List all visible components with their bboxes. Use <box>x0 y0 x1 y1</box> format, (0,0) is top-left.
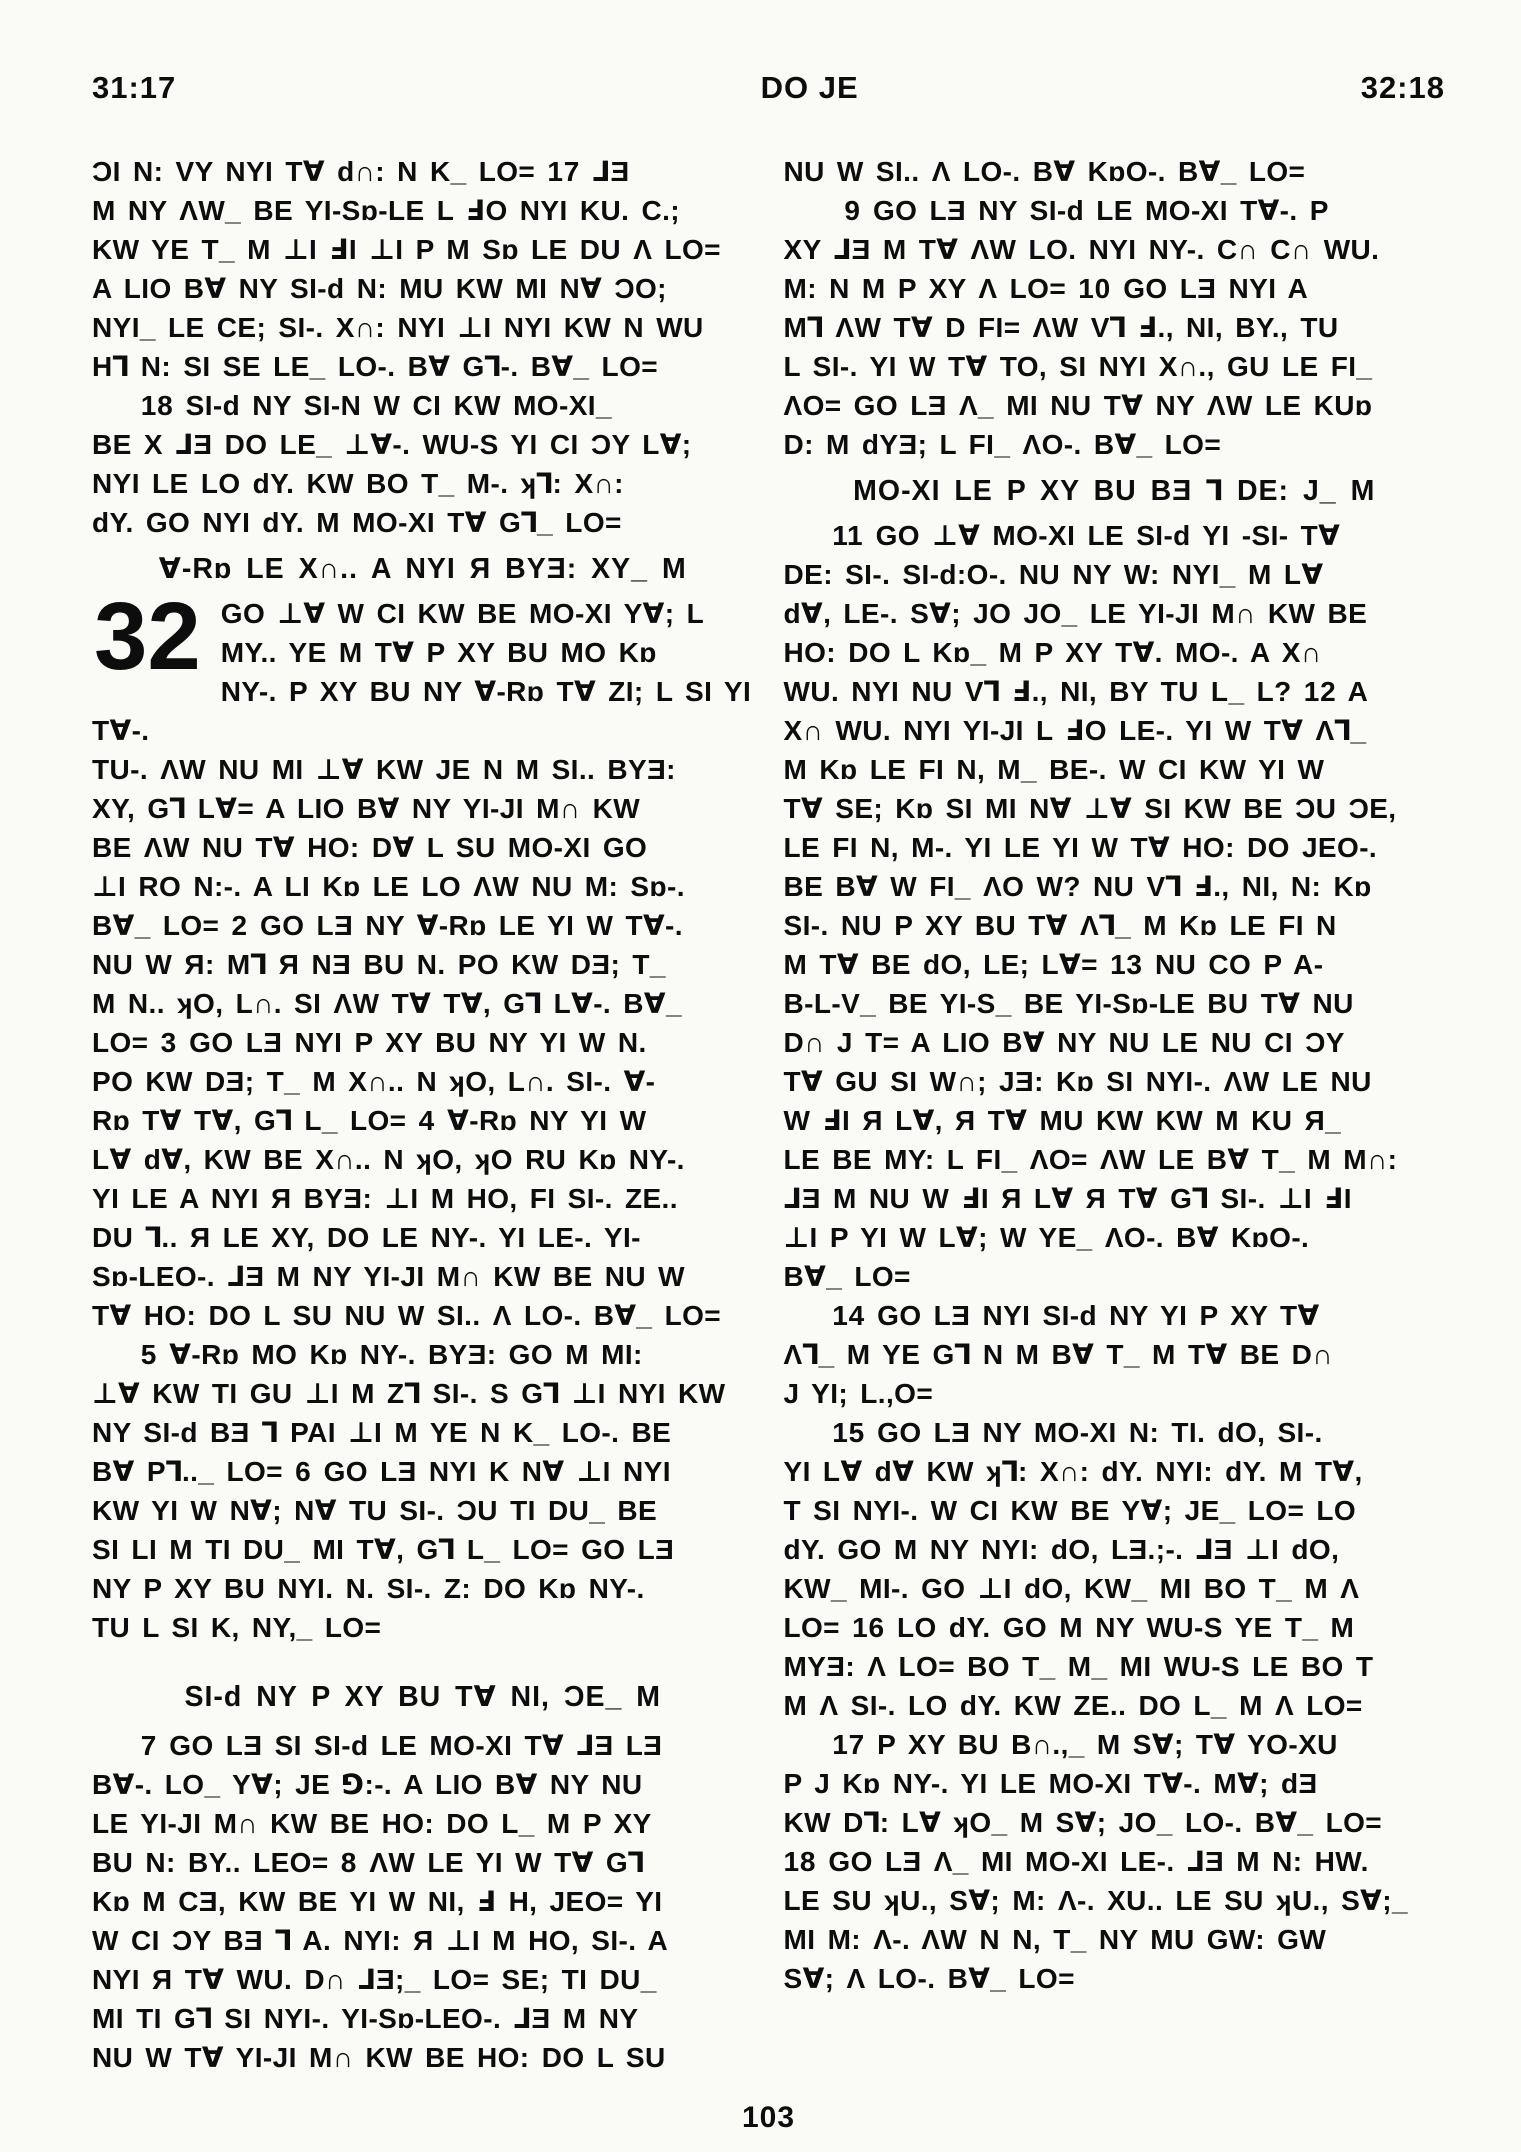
text-line: KW YE T_ M ⊥I ℲI ⊥I P M Sɒ LE DU Λ LO= <box>92 234 721 265</box>
text-line: P J Kɒ NY-. YI LE MO-XI T∀-. M∀; dƎ <box>783 1768 1318 1799</box>
verse-text-block <box>92 1726 754 2077</box>
text-line: Rɒ T∀ T∀, G⅂ L_ LO= 4 ∀-Rɒ NY YI W <box>92 1105 647 1136</box>
text-line: M N.. ʞO, L∩. SI ΛW T∀ T∀, G⅂ L∀-. B∀_ <box>92 988 682 1019</box>
text-line: D: M dYƎ; L FI_ ΛO-. B∀_ LO= <box>783 429 1222 460</box>
text-line: ⊥∀ KW TI GU ⊥I M Z⅂ SI-. S G⅂ ⊥I NYI KW <box>92 1378 726 1409</box>
text-line: KW YI W N∀; N∀ TU SI-. ƆU TI DU_ BE <box>92 1495 658 1526</box>
text-line: M: N M P XY Λ LO= 10 GO LƎ NYI A <box>783 273 1309 304</box>
text-line: GO ⊥∀ W CI KW BE MO-XI Y∀; L <box>220 598 705 629</box>
text-line: B∀_ LO= <box>783 1261 911 1292</box>
text-line: BE ΛW NU T∀ HO: D∀ L SU MO-XI GO <box>92 832 648 863</box>
text-line: 14 GO LƎ NYI SI-d NY YI P XY T∀ <box>832 1300 1320 1331</box>
text-line: J YI; L.,O= <box>783 1378 934 1409</box>
verse-text-block <box>784 516 1446 1998</box>
text-line: LE YI-JI M∩ KW BE HO: DO L_ M P XY <box>92 1808 652 1839</box>
text-line: B∀-. LO_ Y∀; JE ⅁:-. A LIO B∀ NY NU <box>92 1769 643 1800</box>
text-line: LE SU ʞU., S∀; M: Λ-. XU.. LE SU ʞU., S∀;_ <box>783 1885 1408 1916</box>
text-line: MI TI G⅂ SI NYI-. YI-Sɒ-LEO-. ⅃Ǝ M NY <box>92 2003 639 2034</box>
header-ref-right: 32:18 <box>1360 70 1445 105</box>
text-line: BE B∀ W FI_ ΛO W? NU V⅂ Ⅎ., NI, N: Kɒ <box>783 871 1372 902</box>
text-line: NYI LE LO dY. KW BO T_ M-. ʞ⅂: X∩: <box>92 468 624 499</box>
text-line: BE X ⅃Ǝ DO LE_ ⊥∀-. WU-S YI CI ƆY L∀; <box>92 429 692 460</box>
text-line: Sɒ-LEO-. ⅃Ǝ M NY YI-JI M∩ KW BE NU W <box>92 1261 685 1292</box>
text-line: L∀ d∀, KW BE X∩.. N ʞO, ʞO RU Kɒ NY-. <box>92 1144 685 1175</box>
text-line: 18 SI-d NY SI-N W CI KW MO-XI_ <box>140 390 612 421</box>
text-line: LO= 16 LO dY. GO M NY WU-S YE T_ M <box>783 1612 1355 1643</box>
text-line: SI-. NU P XY BU T∀ Λ⅂_ M Kɒ LE FI N <box>783 910 1337 941</box>
text-line: W ℲI Я L∀, Я T∀ MU KW KW M KU Я_ <box>783 1105 1342 1136</box>
verse-text-block <box>784 152 1446 464</box>
text-line: HO: DO L Kɒ_ M P XY T∀. MO-. A X∩ <box>783 637 1322 668</box>
text-line: ⊥I P YI W L∀; W YE_ ΛO-. B∀ KɒO-. <box>783 1222 1310 1253</box>
text-line: TU L SI K, NY,_ LO= <box>92 1612 382 1643</box>
book-title: DO JE <box>760 70 859 105</box>
text-line: 17 P XY BU B∩.,_ M S∀; T∀ YO-XU <box>832 1729 1338 1760</box>
text-line: ΛO= GO LƎ Λ_ MI NU T∀ NY ΛW LE KUɒ <box>783 390 1373 421</box>
text-line: ⊥I RO N:-. A LI Kɒ LE LO ΛW NU M: Sɒ-. <box>92 871 685 902</box>
text-line: T∀ GU SI W∩; JƎ: Kɒ SI NYI-. ΛW LE NU <box>783 1066 1372 1097</box>
text-line: YI L∀ d∀ KW ʞ⅂: X∩: dY. NYI: dY. M T∀, <box>783 1456 1363 1487</box>
text-line: D∩ J T= A LIO B∀ NY NU LE NU CI ƆY <box>783 1027 1345 1058</box>
text-line: NY P XY BU NYI. N. SI-. Z: DO Kɒ NY-. <box>92 1573 645 1604</box>
left-column <box>92 152 764 2077</box>
text-line: KW D⅂: L∀ ʞO_ M S∀; JO_ LO-. B∀_ LO= <box>783 1807 1383 1838</box>
text-line: XY, G⅂ L∀= A LIO B∀ NY YI-JI M∩ KW <box>92 793 641 824</box>
page-number: 103 <box>741 2101 796 2134</box>
text-line: B∀_ LO= 2 GO LƎ NY ∀-Rɒ LE YI W T∀-. <box>92 910 683 941</box>
text-line: NY-. P XY BU NY ∀-Rɒ T∀ ZI; L SI YI T∀-. <box>92 676 764 746</box>
text-line: NU W SI.. Λ LO-. B∀ KɒO-. B∀_ LO= <box>783 156 1306 187</box>
text-line: TU-. ΛW NU MI ⊥∀ KW JE N M SI.. BYƎ: <box>92 754 676 785</box>
text-line: PO KW DƎ; T_ M X∩.. N ʞO, L∩. SI-. ∀- <box>92 1066 656 1097</box>
text-line: H⅂ N: SI SE LE_ LO-. B∀ G⅂-. B∀_ LO= <box>92 351 658 382</box>
running-header <box>92 70 1445 106</box>
text-line: BU N: BY.. LEO= 8 ΛW LE YI W T∀ G⅂ <box>92 1847 645 1878</box>
text-line: T SI NYI-. W CI KW BE Y∀; JE_ LO= LO <box>783 1495 1357 1526</box>
text-line: T∀ SE; Kɒ SI MI N∀ ⊥∀ SI KW BE ƆU ƆE, <box>783 793 1397 824</box>
section-heading: ∀-Rɒ LE X∩.. A NYI Я BYƎ: XY_ M <box>158 553 687 585</box>
text-line: B∀ P⅂.._ LO= 6 GO LƎ NYI K N∀ ⊥I NYI <box>92 1456 671 1487</box>
text-line: SI LI M TI DU_ MI T∀, G⅂ L_ LO= GO LƎ <box>92 1534 675 1565</box>
text-line: 7 GO LƎ SI SI-d LE MO-XI T∀ ⅃Ǝ LƎ <box>140 1730 663 1761</box>
text-line: 15 GO LƎ NY MO-XI N: TI. dO, SI-. <box>832 1417 1323 1448</box>
text-line: WU. NYI NU V⅂ Ⅎ., NI, BY TU L_ L? 12 A <box>783 676 1369 707</box>
text-line: M⅂ ΛW T∀ D FI= ΛW V⅂ Ⅎ., NI, BY., TU <box>783 312 1339 343</box>
chapter-start-block <box>92 583 754 690</box>
text-line: M Kɒ LE FI N, M_ BE-. W CI KW YI W <box>783 754 1325 785</box>
text-line: YI LE A NYI Я BYƎ: ⊥I M HO, FI SI-. ZE.. <box>92 1183 678 1214</box>
text-line: Λ⅂_ M YE G⅂ N M B∀ T_ M T∀ BE D∩ <box>783 1339 1333 1370</box>
right-column <box>784 152 1446 2077</box>
text-line: NYI Я T∀ WU. D∩ ⅃Ǝ;_ LO= SE; TI DU_ <box>92 1964 657 1995</box>
text-line: 11 GO ⊥∀ MO-XI LE SI-d YI -SI- T∀ <box>832 520 1341 551</box>
text-line: S∀; Λ LO-. B∀_ LO= <box>783 1963 1075 1994</box>
text-line: NU W Я: M⅂ Я NƎ BU N. PO KW DƎ; T_ <box>92 949 666 980</box>
text-line: M NY ΛW_ BE YI-Sɒ-LE L ℲO NYI KU. C.; <box>92 195 680 226</box>
text-line: LO= 3 GO LƎ NYI P XY BU NY YI W N. <box>92 1027 647 1058</box>
text-line: 18 GO LƎ Λ_ MI MO-XI LE-. ⅃Ǝ M N: HW. <box>783 1846 1369 1877</box>
text-line: LE FI N, M-. YI LE YI W T∀ HO: DO JEO-. <box>783 832 1378 863</box>
verse-text-block <box>92 672 764 1647</box>
text-line: d∀, LE-. S∀; JO JO_ LE YI-JI M∩ KW BE <box>783 598 1368 629</box>
text-line: LE BE MY: L FI_ ΛO= ΛW LE B∀ T_ M M∩: <box>783 1144 1398 1175</box>
text-line: dY. GO NYI dY. M MO-XI T∀ G⅂_ LO= <box>92 507 622 538</box>
text-line: A LIO B∀ NY SI-d N: MU KW MI N∀ ƆO; <box>92 273 667 304</box>
text-line: NU W T∀ YI-JI M∩ KW BE HO: DO L SU <box>92 2042 666 2073</box>
text-line: MI M: Λ-. ΛW N N, T_ NY MU GW: GW <box>783 1924 1327 1955</box>
section-heading: MO-XI LE P XY BU BƎ ⅂ DE: J_ M <box>853 475 1376 507</box>
text-line: DE: SI-. SI-d:O-. NU NY W: NYI_ M L∀ <box>783 559 1324 590</box>
text-line: L SI-. YI W T∀ TO, SI NYI X∩., GU LE FI_ <box>783 351 1373 382</box>
text-line: X∩ WU. NYI YI-JI L ℲO LE-. YI W T∀ Λ⅂_ <box>783 715 1367 746</box>
text-line: dY. GO M NY NYI: dO, LƎ.;-. ⅃Ǝ ⊥I dO, <box>783 1534 1340 1565</box>
text-line: Kɒ M CƎ, KW BE YI W NI, Ⅎ H, JEO= YI <box>92 1886 663 1917</box>
text-line: W CI ƆY BƎ ⅂ A. NYI: Я ⊥I M HO, SI-. A <box>92 1925 669 1956</box>
text-line: B-L-V_ BE YI-S_ BE YI-Sɒ-LE BU T∀ NU <box>783 988 1354 1019</box>
text-line: T∀ HO: DO L SU NU W SI.. Λ LO-. B∀_ LO= <box>92 1300 722 1331</box>
text-line: 9 GO LƎ NY SI-d LE MO-XI T∀-. P <box>844 195 1329 226</box>
text-line: M T∀ BE dO, LE; L∀= 13 NU CO P A- <box>783 949 1324 980</box>
text-columns <box>92 152 1445 2077</box>
text-line: KW_ MI-. GO ⊥I dO, KW_ MI BO T_ M Λ <box>783 1573 1360 1604</box>
text-line: XY ⅃Ǝ M T∀ ΛW LO. NYI NY-. C∩ C∩ WU. <box>783 234 1380 265</box>
section-heading: SI-d NY P XY BU T∀ NI, ƆE_ M <box>184 1681 661 1713</box>
text-line: ƆI N: VY NYI T∀ d∩: N K_ LO= 17 ⅃Ǝ <box>92 156 630 187</box>
verse-text-block <box>92 152 754 542</box>
text-line: NY SI-d BƎ ⅂ PAI ⊥I M YE N K_ LO-. BE <box>92 1417 672 1448</box>
text-line: M Λ SI-. LO dY. KW ZE.. DO L_ M Λ LO= <box>783 1690 1363 1721</box>
text-line: NYI_ LE CE; SI-. X∩: NYI ⊥I NYI KW N WU <box>92 312 704 343</box>
text-line: 5 ∀-Rɒ MO Kɒ NY-. BYƎ: GO M MI: <box>140 1339 643 1370</box>
text-line: DU ⅂.. Я LE XY, DO LE NY-. YI LE-. YI- <box>92 1222 641 1253</box>
header-ref-left: 31:17 <box>92 70 177 105</box>
text-line: MY.. YE M T∀ P XY BU MO Kɒ <box>220 637 657 668</box>
text-line: ⅃Ǝ M NU W ℲI Я L∀ Я T∀ G⅂ SI-. ⊥I ℲI <box>783 1183 1352 1214</box>
text-line: MYƎ: Λ LO= BO T_ M_ MI WU-S LE BO T <box>783 1651 1374 1682</box>
chapter-number: 32 <box>94 583 201 690</box>
